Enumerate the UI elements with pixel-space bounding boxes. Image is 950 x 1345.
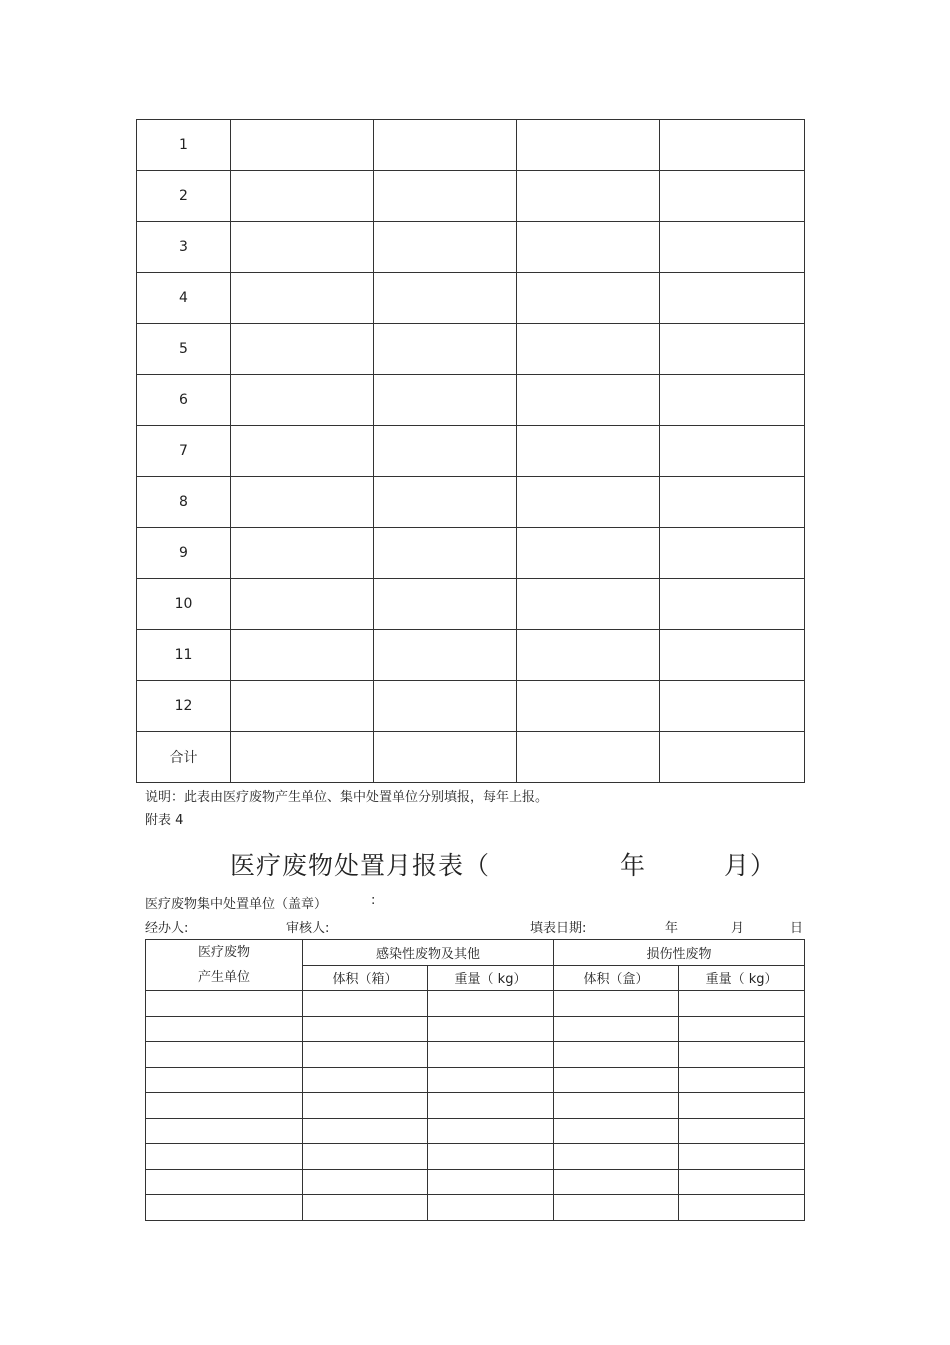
appendix-label: 附表 4 bbox=[145, 813, 184, 828]
blank-cell[interactable] bbox=[303, 1093, 428, 1119]
blank-cell[interactable] bbox=[146, 1195, 303, 1221]
blank-cell[interactable] bbox=[231, 426, 374, 477]
row-label: 10 bbox=[137, 579, 231, 630]
table-row bbox=[146, 1093, 805, 1119]
blank-cell[interactable] bbox=[517, 630, 660, 681]
blank-cell[interactable] bbox=[428, 1093, 554, 1119]
blank-cell[interactable] bbox=[679, 1093, 805, 1119]
monthly-table-body bbox=[146, 940, 805, 1221]
table-note: 说明：此表由医疗废物产生单位、集中处置单位分别填报，每年上报。 bbox=[145, 790, 549, 805]
blank-cell[interactable] bbox=[660, 120, 805, 171]
blank-cell[interactable] bbox=[231, 681, 374, 732]
blank-cell[interactable] bbox=[660, 324, 805, 375]
header-row-1 bbox=[146, 940, 805, 966]
blank-cell[interactable] bbox=[679, 1067, 805, 1093]
table-row bbox=[137, 579, 805, 630]
blank-cell[interactable] bbox=[231, 324, 374, 375]
blank-cell[interactable] bbox=[231, 630, 374, 681]
blank-cell[interactable] bbox=[554, 1067, 679, 1093]
reviewer-label: 审核人: bbox=[286, 921, 330, 936]
date-label: 填表日期: bbox=[530, 921, 587, 936]
table-row bbox=[146, 1042, 805, 1068]
row-label: 4 bbox=[137, 273, 231, 324]
table-row bbox=[146, 1118, 805, 1144]
blank-cell[interactable] bbox=[231, 120, 374, 171]
row-label: 6 bbox=[137, 375, 231, 426]
table-row bbox=[137, 171, 805, 222]
table-row bbox=[137, 528, 805, 579]
blank-cell[interactable] bbox=[679, 1016, 805, 1042]
header-weight-kg-1: 重量（ kg） bbox=[428, 965, 554, 991]
blank-cell[interactable] bbox=[679, 1195, 805, 1221]
blank-cell[interactable] bbox=[517, 120, 660, 171]
blank-cell[interactable] bbox=[660, 171, 805, 222]
blank-cell[interactable] bbox=[517, 426, 660, 477]
blank-cell[interactable] bbox=[146, 1016, 303, 1042]
row-label: 2 bbox=[137, 171, 231, 222]
table-row bbox=[137, 324, 805, 375]
blank-cell[interactable] bbox=[146, 1144, 303, 1170]
blank-cell[interactable] bbox=[660, 222, 805, 273]
blank-cell[interactable] bbox=[374, 375, 517, 426]
blank-cell[interactable] bbox=[146, 1093, 303, 1119]
blank-cell[interactable] bbox=[231, 171, 374, 222]
blank-cell[interactable] bbox=[303, 1016, 428, 1042]
blank-cell[interactable] bbox=[231, 579, 374, 630]
blank-cell[interactable] bbox=[554, 1118, 679, 1144]
table-row bbox=[137, 681, 805, 732]
blank-cell[interactable] bbox=[303, 1144, 428, 1170]
blank-cell[interactable] bbox=[231, 222, 374, 273]
row-label: 8 bbox=[137, 477, 231, 528]
blank-cell[interactable] bbox=[517, 528, 660, 579]
table-row bbox=[137, 426, 805, 477]
header-infectious-waste: 感染性废物及其他 bbox=[303, 940, 554, 966]
blank-cell[interactable] bbox=[146, 1042, 303, 1068]
table-row bbox=[146, 991, 805, 1017]
blank-cell[interactable] bbox=[679, 991, 805, 1017]
disposal-unit-label: 医疗废物集中处置单位（盖章） bbox=[145, 897, 328, 912]
date-year: 年 bbox=[665, 921, 679, 936]
header-producer-line2: 产生单位 bbox=[197, 970, 250, 985]
blank-cell[interactable] bbox=[660, 477, 805, 528]
row-label: 1 bbox=[137, 120, 231, 171]
blank-cell[interactable] bbox=[231, 732, 374, 783]
blank-cell[interactable] bbox=[428, 1016, 554, 1042]
blank-cell[interactable] bbox=[660, 426, 805, 477]
blank-cell[interactable] bbox=[374, 630, 517, 681]
blank-cell[interactable] bbox=[660, 375, 805, 426]
blank-cell[interactable] bbox=[303, 991, 428, 1017]
table-row bbox=[137, 222, 805, 273]
blank-cell[interactable] bbox=[517, 579, 660, 630]
blank-cell[interactable] bbox=[374, 120, 517, 171]
blank-cell[interactable] bbox=[554, 1144, 679, 1170]
blank-cell[interactable] bbox=[660, 630, 805, 681]
blank-cell[interactable] bbox=[146, 1118, 303, 1144]
row-label: 12 bbox=[137, 681, 231, 732]
blank-cell[interactable] bbox=[428, 991, 554, 1017]
header-volume-case: 体积（盒） bbox=[554, 965, 679, 991]
blank-cell[interactable] bbox=[374, 732, 517, 783]
blank-cell[interactable] bbox=[231, 273, 374, 324]
table-row bbox=[146, 1016, 805, 1042]
blank-cell[interactable] bbox=[303, 1067, 428, 1093]
blank-cell[interactable] bbox=[517, 375, 660, 426]
blank-cell[interactable] bbox=[374, 426, 517, 477]
blank-cell[interactable] bbox=[517, 681, 660, 732]
handler-label: 经办人: bbox=[145, 921, 189, 936]
blank-cell[interactable] bbox=[428, 1042, 554, 1068]
blank-cell[interactable] bbox=[554, 991, 679, 1017]
blank-cell[interactable] bbox=[660, 273, 805, 324]
blank-cell[interactable] bbox=[374, 273, 517, 324]
header-producer-unit bbox=[146, 940, 303, 991]
blank-cell[interactable] bbox=[374, 171, 517, 222]
disposal-unit-colon: : bbox=[371, 893, 376, 908]
blank-cell[interactable] bbox=[517, 222, 660, 273]
blank-cell[interactable] bbox=[679, 1042, 805, 1068]
table-row bbox=[137, 732, 805, 783]
date-day: 日 bbox=[790, 921, 804, 936]
blank-cell[interactable] bbox=[231, 528, 374, 579]
blank-cell[interactable] bbox=[517, 324, 660, 375]
blank-cell[interactable] bbox=[660, 732, 805, 783]
table-row bbox=[146, 1144, 805, 1170]
blank-cell[interactable] bbox=[231, 375, 374, 426]
table-row bbox=[146, 1067, 805, 1093]
blank-cell[interactable] bbox=[679, 1144, 805, 1170]
blank-cell[interactable] bbox=[679, 1118, 805, 1144]
blank-cell[interactable] bbox=[554, 1093, 679, 1119]
blank-cell[interactable] bbox=[517, 171, 660, 222]
blank-cell[interactable] bbox=[428, 1067, 554, 1093]
table-row bbox=[137, 630, 805, 681]
blank-cell[interactable] bbox=[374, 222, 517, 273]
row-label: 7 bbox=[137, 426, 231, 477]
annual-report-table bbox=[136, 119, 805, 783]
table-row bbox=[137, 120, 805, 171]
blank-cell[interactable] bbox=[303, 1169, 428, 1195]
blank-cell[interactable] bbox=[374, 681, 517, 732]
header-weight-kg-2: 重量（ kg） bbox=[679, 965, 805, 991]
monthly-report-table bbox=[145, 939, 805, 1221]
blank-cell[interactable] bbox=[660, 681, 805, 732]
table-row bbox=[146, 1169, 805, 1195]
table-row bbox=[146, 1195, 805, 1221]
annual-table-body bbox=[137, 120, 805, 783]
header-volume-box: 体积（箱） bbox=[303, 965, 428, 991]
row-label: 5 bbox=[137, 324, 231, 375]
blank-cell[interactable] bbox=[428, 1195, 554, 1221]
blank-cell[interactable] bbox=[428, 1169, 554, 1195]
blank-cell[interactable] bbox=[517, 273, 660, 324]
header-producer-line1: 医疗废物 bbox=[197, 945, 250, 960]
blank-cell[interactable] bbox=[517, 732, 660, 783]
blank-cell[interactable] bbox=[660, 528, 805, 579]
blank-cell[interactable] bbox=[146, 1067, 303, 1093]
blank-cell[interactable] bbox=[660, 579, 805, 630]
table-row bbox=[137, 477, 805, 528]
blank-cell[interactable] bbox=[554, 1042, 679, 1068]
blank-cell[interactable] bbox=[517, 477, 660, 528]
blank-cell[interactable] bbox=[303, 1118, 428, 1144]
blank-cell[interactable] bbox=[428, 1118, 554, 1144]
blank-cell[interactable] bbox=[374, 528, 517, 579]
row-label: 3 bbox=[137, 222, 231, 273]
table-row bbox=[137, 273, 805, 324]
date-month: 月 bbox=[731, 921, 745, 936]
blank-cell[interactable] bbox=[428, 1144, 554, 1170]
row-label: 11 bbox=[137, 630, 231, 681]
blank-cell[interactable] bbox=[231, 477, 374, 528]
blank-cell[interactable] bbox=[374, 324, 517, 375]
blank-cell[interactable] bbox=[303, 1195, 428, 1221]
blank-cell[interactable] bbox=[303, 1042, 428, 1068]
row-label: 合计 bbox=[137, 732, 231, 783]
blank-cell[interactable] bbox=[554, 1016, 679, 1042]
header-sharps-waste: 损伤性废物 bbox=[554, 940, 805, 966]
blank-cell[interactable] bbox=[374, 477, 517, 528]
blank-cell[interactable] bbox=[374, 579, 517, 630]
blank-cell[interactable] bbox=[679, 1169, 805, 1195]
blank-cell[interactable] bbox=[554, 1169, 679, 1195]
blank-cell[interactable] bbox=[146, 991, 303, 1017]
report-title: 医疗废物处置月报表（ 年 月） bbox=[230, 851, 777, 880]
blank-cell[interactable] bbox=[554, 1195, 679, 1221]
row-label: 9 bbox=[137, 528, 231, 579]
table-row bbox=[137, 375, 805, 426]
blank-cell[interactable] bbox=[146, 1169, 303, 1195]
